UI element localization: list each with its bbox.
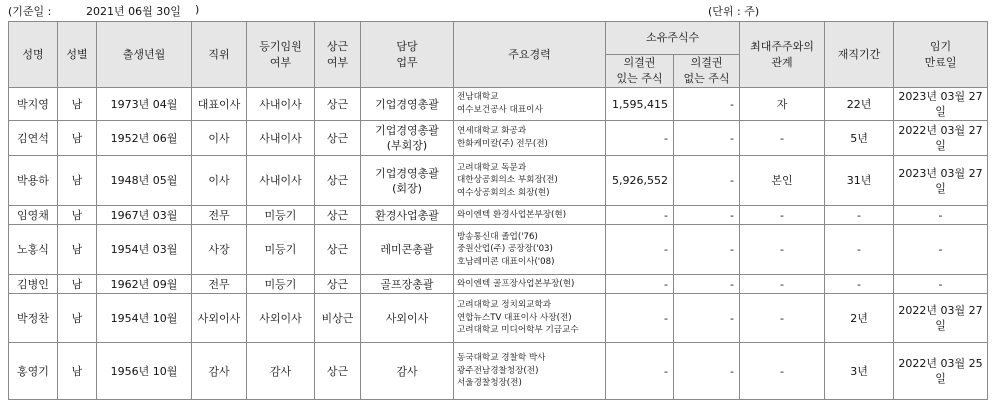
cell-duty-line: 환경사업총괄 xyxy=(375,208,439,222)
cell-career xyxy=(454,121,606,156)
cell-duty xyxy=(361,206,454,225)
cell-birth: 1962년 09월 xyxy=(97,275,192,294)
cell-voting-shares: - xyxy=(606,275,674,294)
cell-relation: 자 xyxy=(740,88,825,121)
cell-name: 노홍식 xyxy=(9,225,58,275)
cell-career-line: 동국대학교 경찰학 박사 xyxy=(457,353,546,364)
cell-registered: 사내이사 xyxy=(247,88,315,121)
cell-career-line: 와이엔텍 환경사업본부장(현) xyxy=(457,209,567,220)
cell-gender: 남 xyxy=(58,121,97,156)
cell-gender: 남 xyxy=(58,275,97,294)
cell-career-line: 연세대학교 화공과 xyxy=(457,126,527,137)
cell-career-line: 대한상공회의소 부회장(전) xyxy=(457,175,558,186)
cell-registered: 미등기 xyxy=(247,275,315,294)
cell-career xyxy=(454,88,606,121)
cell-relation: 본인 xyxy=(740,156,825,206)
cell-position: 전무 xyxy=(192,206,247,225)
cell-position: 전무 xyxy=(192,275,247,294)
cell-nonvoting-shares: - xyxy=(674,206,740,225)
header-term: 임기 만료일 xyxy=(894,22,988,88)
cell-nonvoting-shares: - xyxy=(674,225,740,275)
cell-duty xyxy=(361,88,454,121)
header-fulltime: 상근 여부 xyxy=(315,22,361,88)
cell-position: 사장 xyxy=(192,225,247,275)
table-row xyxy=(9,275,988,294)
cell-duty-line: 감사 xyxy=(396,364,418,378)
table-row xyxy=(9,88,988,121)
cell-gender: 남 xyxy=(58,206,97,225)
cell-career-line: 방송통신대 졸업('76) xyxy=(457,231,538,242)
cell-voting-shares: 5,926,552 xyxy=(606,156,674,206)
cell-tenure: 31년 xyxy=(825,156,894,206)
cell-registered: 사내이사 xyxy=(247,156,315,206)
cell-duty xyxy=(361,156,454,206)
cell-name: 김병인 xyxy=(9,275,58,294)
basis-date-close: ) xyxy=(195,3,200,16)
cell-career-line: 전남대학교 xyxy=(457,92,499,103)
cell-fulltime: 상근 xyxy=(315,225,361,275)
cell-voting-shares: - xyxy=(606,206,674,225)
cell-duty xyxy=(361,275,454,294)
cell-voting-shares: - xyxy=(606,343,674,400)
cell-fulltime: 상근 xyxy=(315,343,361,400)
cell-birth: 1948년 05월 xyxy=(97,156,192,206)
cell-position: 이사 xyxy=(192,121,247,156)
cell-birth: 1967년 03월 xyxy=(97,206,192,225)
cell-fulltime: 상근 xyxy=(315,121,361,156)
header-position: 직위 xyxy=(192,22,247,88)
cell-career-line: 호남레미콘 대표이사('08) xyxy=(457,256,555,267)
cell-career-line: 연합뉴스TV 대표이사 사장(전) xyxy=(457,312,572,323)
cell-career xyxy=(454,156,606,206)
executives-table xyxy=(8,21,988,400)
cell-tenure: 3년 xyxy=(825,343,894,400)
cell-name: 박지영 xyxy=(9,88,58,121)
cell-registered: 사내이사 xyxy=(247,121,315,156)
table-row xyxy=(9,225,988,275)
cell-birth: 1952년 06월 xyxy=(97,121,192,156)
cell-name: 박용하 xyxy=(9,156,58,206)
cell-term: 2023년 03월 27일 xyxy=(894,156,988,206)
cell-career xyxy=(454,206,606,225)
cell-relation: - xyxy=(740,121,825,156)
cell-fulltime: 상근 xyxy=(315,156,361,206)
cell-nonvoting-shares: - xyxy=(674,121,740,156)
cell-voting-shares: 1,595,415 xyxy=(606,88,674,121)
table-row xyxy=(9,206,988,225)
header-registered: 등기임원 여부 xyxy=(247,22,315,88)
cell-relation: - xyxy=(740,294,825,343)
cell-nonvoting-shares: - xyxy=(674,343,740,400)
cell-relation: - xyxy=(740,275,825,294)
table-row xyxy=(9,294,988,343)
cell-duty xyxy=(361,121,454,156)
basis-date: 2021년 06월 30일 xyxy=(86,5,181,18)
header-duty: 담당 업무 xyxy=(361,22,454,88)
cell-gender: 남 xyxy=(58,343,97,400)
header-voting: 의결권 있는 주식 xyxy=(606,55,674,88)
cell-duty-line: 사외이사 xyxy=(385,311,429,325)
cell-duty xyxy=(361,294,454,343)
cell-relation: - xyxy=(740,206,825,225)
cell-position: 사외이사 xyxy=(192,294,247,343)
cell-tenure: 5년 xyxy=(825,121,894,156)
cell-tenure: - xyxy=(825,206,894,225)
cell-nonvoting-shares: - xyxy=(674,88,740,121)
header-tenure: 재직기간 xyxy=(825,22,894,88)
header-birth: 출생년월 xyxy=(97,22,192,88)
cell-career-line: 서울경찰청장(전) xyxy=(457,378,522,389)
cell-registered: 사외이사 xyxy=(247,294,315,343)
cell-voting-shares: - xyxy=(606,121,674,156)
cell-gender: 남 xyxy=(58,294,97,343)
cell-career-line: 여수보건공사 대표이사 xyxy=(457,105,543,115)
cell-nonvoting-shares: - xyxy=(674,275,740,294)
cell-birth: 1973년 04월 xyxy=(97,88,192,121)
cell-duty-line: 기업경영총괄 xyxy=(375,166,439,180)
cell-duty-line: 기업경영총괄 xyxy=(375,124,439,137)
cell-gender: 남 xyxy=(58,156,97,206)
cell-career xyxy=(454,343,606,400)
table-row xyxy=(9,121,988,156)
cell-nonvoting-shares: - xyxy=(674,294,740,343)
cell-relation: - xyxy=(740,225,825,275)
cell-career-line: 고려대학교 독문과 xyxy=(457,162,527,173)
cell-name: 홍영기 xyxy=(9,343,58,400)
cell-term: - xyxy=(894,206,988,225)
cell-birth: 1954년 03월 xyxy=(97,225,192,275)
cell-birth: 1954년 10월 xyxy=(97,294,192,343)
cell-tenure: - xyxy=(825,275,894,294)
cell-term: 2023년 03월 27일 xyxy=(894,88,988,121)
cell-birth: 1956년 10월 xyxy=(97,343,192,400)
cell-tenure: - xyxy=(825,225,894,275)
cell-term: - xyxy=(894,225,988,275)
cell-duty-line: 레미콘총괄 xyxy=(380,243,434,256)
cell-career xyxy=(454,294,606,343)
header-relation: 최대주주와의 관계 xyxy=(740,22,825,88)
cell-position: 대표이사 xyxy=(192,88,247,121)
cell-fulltime: 상근 xyxy=(315,88,361,121)
table-caption xyxy=(0,0,998,20)
header-career: 주요경력 xyxy=(454,22,606,88)
cell-fulltime: 상근 xyxy=(315,206,361,225)
cell-career-line: 광주전남경찰청장(전) xyxy=(457,365,539,376)
cell-gender: 남 xyxy=(58,88,97,121)
header-nonvoting: 의결권 없는 주식 xyxy=(674,55,740,88)
cell-career-line: 고려대학교 미디어학부 기금교수 xyxy=(457,325,579,336)
cell-tenure: 2년 xyxy=(825,294,894,343)
cell-gender: 남 xyxy=(58,225,97,275)
cell-position: 이사 xyxy=(192,156,247,206)
cell-voting-shares: - xyxy=(606,225,674,275)
cell-name: 임영채 xyxy=(9,206,58,225)
cell-duty-line: (회장) xyxy=(392,181,422,195)
cell-duty-line: (부회장) xyxy=(386,139,428,152)
basis-date-label: (기준일 : xyxy=(8,5,52,18)
table-row xyxy=(9,156,988,206)
cell-career-line: 와이엔텍 골프장사업본부장(현) xyxy=(457,278,575,289)
cell-name: 김연석 xyxy=(9,121,58,156)
cell-tenure: 22년 xyxy=(825,88,894,121)
cell-career xyxy=(454,275,606,294)
cell-nonvoting-shares: - xyxy=(674,156,740,206)
cell-term: 2022년 03월 27일 xyxy=(894,294,988,343)
cell-term: - xyxy=(894,275,988,294)
cell-career-line: 여수상공회의소 회장(현) xyxy=(457,187,550,198)
cell-fulltime: 비상근 xyxy=(315,294,361,343)
cell-term: 2022년 03월 25일 xyxy=(894,343,988,400)
cell-voting-shares: - xyxy=(606,294,674,343)
cell-career-line: 한화케미칼(주) 전무(전) xyxy=(457,139,548,149)
cell-relation: - xyxy=(740,343,825,400)
cell-registered: 감사 xyxy=(247,343,315,400)
header-shares: 소유주식수 xyxy=(606,22,740,55)
cell-registered: 미등기 xyxy=(247,225,315,275)
cell-duty xyxy=(361,343,454,400)
cell-career xyxy=(454,225,606,275)
unit-label: (단위 : 주) xyxy=(708,5,760,18)
header-gender: 성별 xyxy=(58,22,97,88)
cell-term: 2022년 03월 27일 xyxy=(894,121,988,156)
cell-career-line: 고려대학교 정치외교학과 xyxy=(457,300,552,311)
table-row xyxy=(9,343,988,400)
cell-duty-line: 기업경영총괄 xyxy=(375,97,439,111)
cell-duty xyxy=(361,225,454,275)
cell-registered: 미등기 xyxy=(247,206,315,225)
header-name: 성명 xyxy=(9,22,58,88)
cell-fulltime: 상근 xyxy=(315,275,361,294)
cell-career-line: 중원산업(주) 공장장('03) xyxy=(457,244,553,255)
cell-duty-line: 골프장총괄 xyxy=(380,277,434,291)
cell-name: 박정찬 xyxy=(9,294,58,343)
cell-position: 감사 xyxy=(192,343,247,400)
